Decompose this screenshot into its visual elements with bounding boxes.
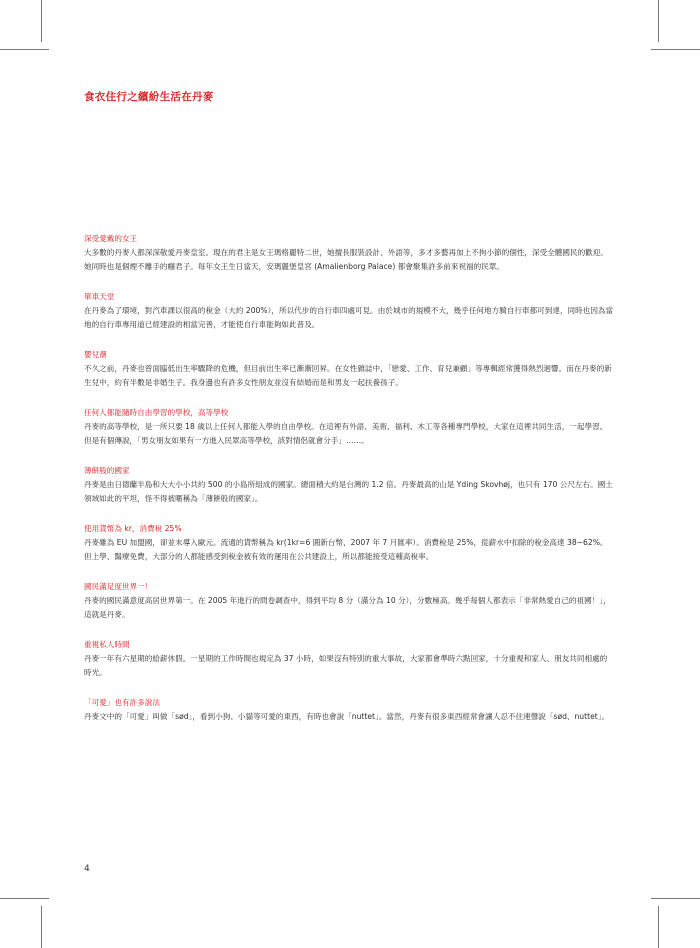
crop-mark <box>651 898 700 899</box>
section-heading: 國民滿足度世界一！ <box>84 582 153 591</box>
section-folk-high-school <box>84 407 614 448</box>
section-satisfaction <box>84 581 614 622</box>
section-flat-country <box>84 465 614 506</box>
page-number: 4 <box>84 864 90 874</box>
section-heading: 深受愛戴的女王 <box>84 234 138 243</box>
section-heading: 「可愛」也有許多說法 <box>84 698 160 707</box>
section-heading: 重視私人時間 <box>84 640 130 649</box>
section-heading: 任何人都能隨時自由學習的學校，高等學校 <box>84 408 229 417</box>
section-heading: 嬰兒潮 <box>84 350 107 359</box>
crop-mark <box>0 898 49 899</box>
section-paragraph: 丹麥的國民滿意度高居世界第一。在 2005 年進行的問卷調查中，得到平均 8 分（滿分為 10 分），分數極高。幾乎每個人都表示「非常熱愛自己的祖國！」，這就是丹麥。 <box>84 596 611 619</box>
crop-mark <box>41 0 42 42</box>
section-heading: 單車天堂 <box>84 292 115 301</box>
section-queen <box>84 233 614 274</box>
section-heading: 薄餅般的國家 <box>84 466 130 475</box>
section-private-time <box>84 639 614 680</box>
section-bicycle <box>84 291 614 332</box>
section-paragraph: 丹麥文中的「可愛」叫做「sød」，看到小狗、小貓等可愛的東西，有時也會說「nuttet」。當然，丹麥有很多東西經常會讓人忍不住連聲說「sød、nuttet」。 <box>84 712 610 721</box>
crop-mark <box>658 906 659 948</box>
section-paragraph: 在丹麥為了環境，對汽車課以很高的稅金（大約 200%），所以代步的自行車四處可見。由於城市的規模不大，幾乎任何地方騎自行車都可到達，同時也因為當地的自行車專用道已經建設的相當完善，才能使自行車能夠如此普及。 <box>84 306 614 329</box>
section-currency-tax <box>84 523 614 564</box>
crop-mark <box>651 49 700 50</box>
section-paragraph: 丹麥雖為 EU 加盟國，卻並未導入歐元。流通的貨幣稱為 kr(1kr=6 圓新台幣，2007 年 7 月匯率）。消費稅是 25%，從薪水中扣除的稅金高達 38~62%。但上學、醫療免費，大部分的人都能感受到稅金被有效的運用在公共建設上，所以都能接受這種高稅率。 <box>84 538 608 561</box>
section-paragraph: 丹麥一年有六星期的給薪休假。一星期的工作時間也規定為 37 小時，如果沒有特別的重大事故，大家都會準時六點回家，十分重視和家人、朋友共同相處的時光。 <box>84 654 608 677</box>
crop-mark <box>0 49 49 50</box>
section-heading: 使用貨幣為 kr，消費稅 25% <box>84 524 182 533</box>
section-paragraph: 丹麥是由日德蘭半島和大大小小共約 500 的小島所組成的國家。總面積大約是台灣的 1.2 倍。丹麥最高的山是 Yding Skovhøj，也只有 170 公尺左右。國土領域如此的平坦，怪不得被暱稱為「薄餅般的國家」。 <box>84 480 613 503</box>
crop-mark <box>41 906 42 948</box>
crop-mark <box>658 0 659 42</box>
section-cute <box>84 697 614 724</box>
article-body <box>84 233 614 741</box>
section-paragraph: 丹麥的高等學校，是一所只要 18 歲以上任何人都能入學的自由學校。在這裡有外語、美術、福利、木工等各種專門學校，大家在這裡共同生活，一起學習。但是有個傳說，「男女朋友如果有一方進入民眾高等學校，該對情侶就會分手」……。 <box>84 422 608 445</box>
section-paragraph: 不久之前，丹麥也曾面臨低出生率驟降的危機，但目前出生率已漸漸回昇。在女性雜誌中，「戀愛、工作、育兒兼顧」等專輯經常獲得熱烈迴響。而在丹麥的新生兒中，約有半數是非婚生子。我身邊也有許多女性朋友並沒有結婚而是和男友一起扶養孩子。 <box>84 364 612 387</box>
section-baby-boom <box>84 349 614 390</box>
section-paragraph: 大多數的丹麥人都深深敬愛丹麥皇室。現在的君主是女王瑪格麗特二世，她擅長服裝設計、外語等，多才多藝再加上不拘小節的個性，深受全體國民的歡迎。她同時也是個煙不離手的癮君子。每年女王生日當天，安瑪麗堡皇宮 (Amalienborg Palace) 都會聚集許多前來祝福的民眾。 <box>84 248 608 271</box>
page-title: 食衣住行之繽紛生活在丹麥 <box>84 91 214 103</box>
